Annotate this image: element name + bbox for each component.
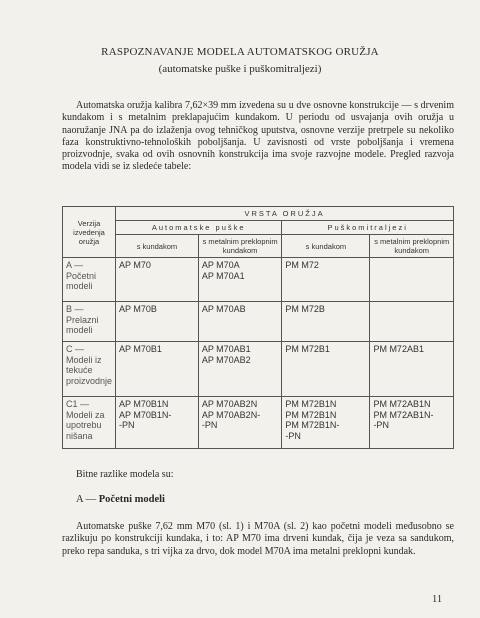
cell-rifle-metal: AP M70AB xyxy=(198,302,282,342)
cell-lmg-wood: PM M72B1 xyxy=(282,342,370,397)
page-title: RASPOZNAVANJE MODELA AUTOMATSKOG ORUŽJA xyxy=(101,46,379,58)
row-label: C1 — Modeli za upotrebu nišana xyxy=(63,397,116,449)
cell-lmg-metal xyxy=(370,258,454,302)
cell-rifle-wood: AP M70B xyxy=(116,302,199,342)
sub-header-metal: s metalnim preklopnim kundakom xyxy=(198,235,282,258)
section-title: Početni modeli xyxy=(98,494,165,505)
cell-lmg-metal: PM M72AB1 xyxy=(370,342,454,397)
page-number: 11 xyxy=(432,594,443,605)
cell-lmg-wood: PM M72 xyxy=(282,258,370,302)
section-heading xyxy=(76,494,165,505)
body-paragraph: Automatske puške 7,62 mm M70 (sl. 1) i M70A (sl. 2) kao početni modeli međusobno se razlikuju po konstrukciji kundaka, i to: AP M70 ima drveni kundak, čija je veza sa sandukom, preko repa sanduka, s tri vijka za drvo, dok model M70A ima metalni preklopni kundak. xyxy=(62,521,454,557)
cell-rifle-metal: AP M70A AP M70A1 xyxy=(198,258,282,302)
table-row xyxy=(63,397,454,449)
section-prefix: A — xyxy=(76,494,97,505)
cell-lmg-wood: PM M72B1N PM M72B1N PM M72B1N- -PN xyxy=(282,397,370,449)
sub-header-wood-lmg: s kundakom xyxy=(282,235,370,258)
group-rifles-header: Automatske puške xyxy=(116,221,282,235)
cell-rifle-metal: AP M70AB2N AP M70AB2N- -PN xyxy=(198,397,282,449)
table-header-row-1 xyxy=(63,207,454,221)
page-subtitle: (automatske puške i puškomitraljezi) xyxy=(158,63,322,75)
sub-header-metal-lmg: s metalnim preklopnim kundakom xyxy=(370,235,454,258)
cell-rifle-wood: AP M70 xyxy=(116,258,199,302)
type-header: VRSTA ORUŽJA xyxy=(116,207,454,221)
table-row xyxy=(63,258,454,302)
sub-header-wood: s kundakom xyxy=(116,235,199,258)
table-row xyxy=(63,342,454,397)
cell-lmg-metal: PM M72AB1N PM M72AB1N- -PN xyxy=(370,397,454,449)
table-header-row-3 xyxy=(63,235,454,258)
intro-paragraph: Automatska oružja kalibra 7,62×39 mm izvedena su u dve osnovne konstrukcije — s drvenim kundakom i s metalnim preklapajućim kundakom. U periodu od usvajanja ovih oružja u naoružanje JNA pa do izlaženja ovog tehničkog uputstva, osnovne verzije pretrpele su nekoliko faza konstruktivno-tehnoloških poboljšanja. U zavisnosti od vrste poboljšanja i vremena proizvodnje, svaka od ovih osnovnih konstrukcija ima svoje razvojne modele. Pregled razvoja modela vidi se iz sledeće tabele: xyxy=(62,100,454,173)
model-table xyxy=(62,206,454,449)
row-label: C — Modeli iz tekuće proizvodnje xyxy=(63,342,116,397)
table-header-row-2 xyxy=(63,221,454,235)
version-header: Verzija izvedenja oružja xyxy=(63,207,116,258)
group-lmg-header: Puškomitraljezi xyxy=(282,221,454,235)
cell-lmg-metal xyxy=(370,302,454,342)
cell-rifle-metal: AP M70AB1 AP M70AB2 xyxy=(198,342,282,397)
table-row xyxy=(63,302,454,342)
cell-rifle-wood: AP M70B1N AP M70B1N- -PN xyxy=(116,397,199,449)
cell-rifle-wood: AP M70B1 xyxy=(116,342,199,397)
cell-lmg-wood: PM M72B xyxy=(282,302,370,342)
row-label: B — Prelazni modeli xyxy=(63,302,116,342)
row-label: A — Početni modeli xyxy=(63,258,116,302)
differences-intro: Bitne razlike modela su: xyxy=(76,469,174,480)
